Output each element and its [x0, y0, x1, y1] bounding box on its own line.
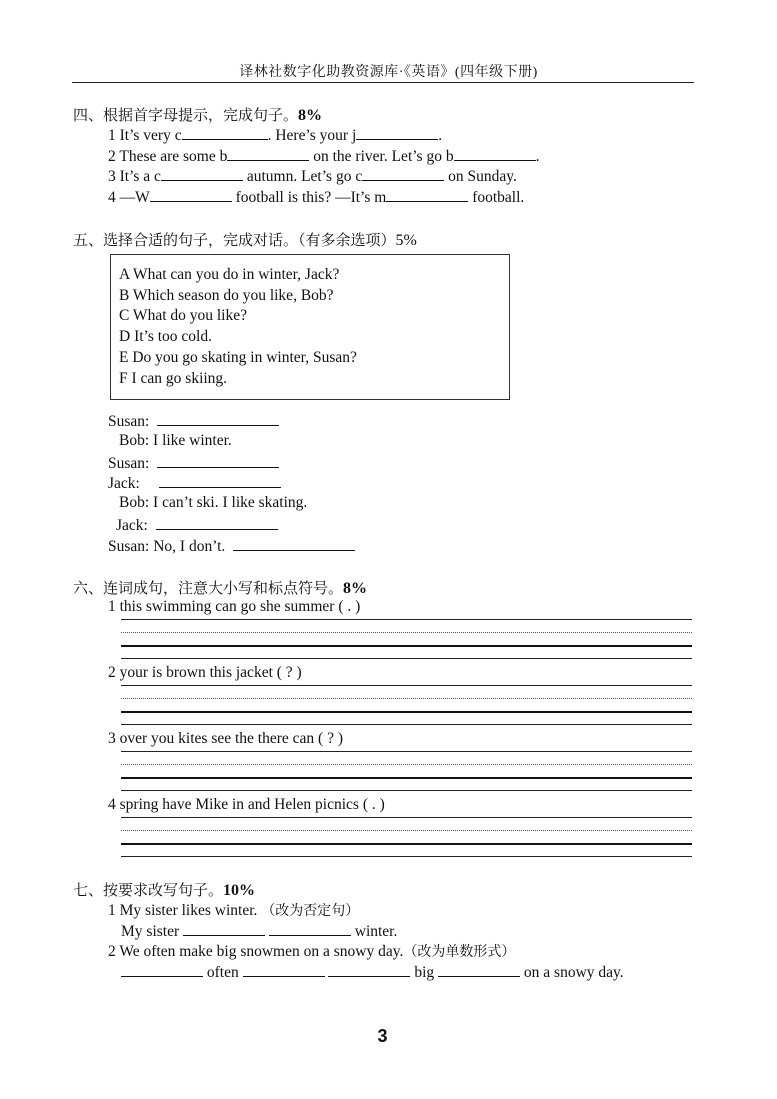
- dialogue-line: Susan:: [108, 453, 279, 473]
- dialogue-line: Bob: I like winter.: [119, 432, 232, 449]
- option-d: D It’s too cold.: [119, 328, 212, 345]
- page-number: 3: [377, 1026, 388, 1046]
- section5-heading: [73, 229, 417, 250]
- writing-line[interactable]: [121, 817, 692, 818]
- section5-score: 5%: [395, 232, 417, 249]
- page-header: 译林社数字化助教资源库·《英语》(四年级下册): [239, 65, 538, 80]
- option-b: B Which season do you like, Bob?: [119, 287, 334, 304]
- answer-blank[interactable]: [356, 125, 438, 140]
- writing-baseline: [121, 843, 692, 845]
- answer-blank[interactable]: [438, 962, 520, 977]
- answer-blank[interactable]: [243, 962, 325, 977]
- dialogue-line: Jack:: [108, 473, 281, 493]
- option-f: F I can go skiing.: [119, 370, 228, 387]
- answer-blank[interactable]: [156, 515, 278, 530]
- option-c: C What do you like?: [119, 307, 247, 324]
- s4-question-2: 2 These are some b on the river. Let’s go b .: [108, 148, 540, 165]
- writing-guide-line: [121, 698, 692, 699]
- section7-score: 10%: [223, 882, 256, 899]
- s7-answer-2: often big on a snowy day.: [121, 962, 624, 982]
- header-rule: [72, 82, 694, 83]
- writing-line[interactable]: [121, 751, 692, 752]
- writing-line[interactable]: [121, 619, 692, 620]
- writing-line[interactable]: [121, 685, 692, 686]
- s7-question-2: 2 We often make big snowmen on a snowy day.（改为单数形式）: [108, 943, 516, 960]
- dialogue-line: Susan:: [108, 411, 279, 431]
- writing-baseline: [121, 777, 692, 779]
- options-box: [110, 254, 510, 400]
- section7-heading: [73, 879, 255, 900]
- answer-blank[interactable]: [182, 125, 268, 140]
- answer-blank[interactable]: [183, 921, 265, 936]
- section4-score: 8%: [298, 107, 323, 124]
- answer-blank[interactable]: [161, 166, 243, 181]
- answer-blank[interactable]: [454, 146, 536, 161]
- s6-item-2: 2 your is brown this jacket ( ? ): [108, 664, 302, 681]
- answer-blank[interactable]: [328, 962, 410, 977]
- writing-guide-line: [121, 830, 692, 831]
- dialogue-line: Bob: I can’t ski. I like skating.: [119, 494, 308, 511]
- writing-line: [121, 790, 692, 791]
- dialogue-line: Susan: No, I don’t.: [108, 536, 355, 556]
- s7-answer-1: My sister winter.: [121, 923, 398, 940]
- s6-item-1: 1 this swimming can go she summer ( . ): [108, 598, 361, 615]
- writing-line: [121, 724, 692, 725]
- writing-baseline: [121, 711, 692, 713]
- section6-score: 8%: [343, 580, 368, 597]
- answer-blank[interactable]: [269, 921, 351, 936]
- writing-guide-line: [121, 632, 692, 633]
- s4-question-3: 3 It’s a c autumn. Let’s go c on Sunday.: [108, 168, 517, 185]
- writing-line: [121, 658, 692, 659]
- answer-blank[interactable]: [233, 536, 355, 551]
- section7-title: 七、按要求改写句子。: [73, 881, 224, 899]
- section6-title: 六、连词成句，注意大小写和标点符号。: [73, 579, 344, 597]
- s6-item-3: 3 over you kites see the there can ( ? ): [108, 730, 343, 747]
- s7-question-1: 1 My sister likes winter. （改为否定句）: [108, 902, 360, 919]
- dialogue-line: Jack:: [116, 515, 278, 535]
- s4-question-4: 4 —W football is this? —It’s m football.: [108, 189, 525, 206]
- section4-title: 四、根据首字母提示，完成句子。: [73, 106, 299, 124]
- s4-question-1: 1 It’s very c . Here’s your j .: [108, 127, 443, 144]
- option-a: A What can you do in winter, Jack?: [119, 266, 340, 283]
- writing-guide-line: [121, 764, 692, 765]
- answer-blank[interactable]: [150, 187, 232, 202]
- section6-heading: [73, 577, 367, 598]
- section4-heading: [73, 104, 322, 125]
- answer-blank[interactable]: [157, 411, 279, 426]
- writing-baseline: [121, 645, 692, 647]
- s6-item-4: 4 spring have Mike in and Helen picnics ( . ): [108, 796, 385, 813]
- section5-title: 五、选择合适的句子，完成对话。（有多余选项）: [73, 231, 396, 249]
- answer-blank[interactable]: [159, 473, 281, 488]
- answer-blank[interactable]: [386, 187, 468, 202]
- answer-blank[interactable]: [121, 962, 203, 977]
- answer-blank[interactable]: [227, 146, 309, 161]
- option-e: E Do you go skating in winter, Susan?: [119, 349, 357, 366]
- answer-blank[interactable]: [362, 166, 444, 181]
- writing-line: [121, 856, 692, 857]
- answer-blank[interactable]: [157, 453, 279, 468]
